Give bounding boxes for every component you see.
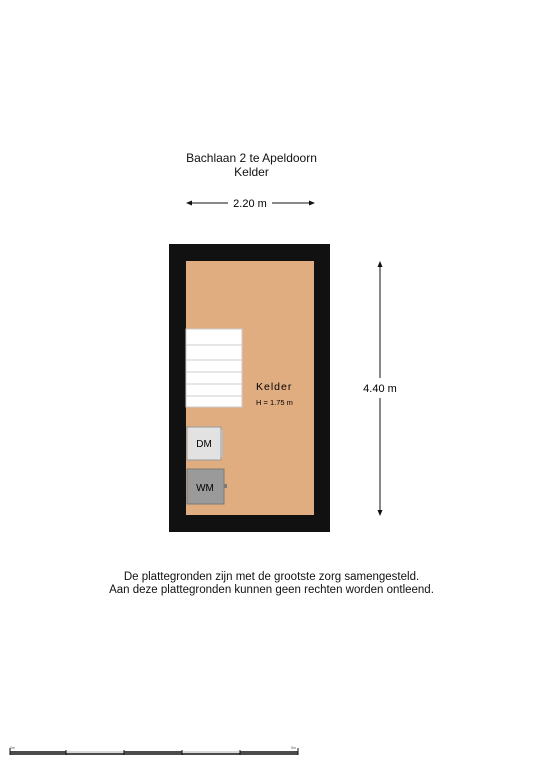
disclaimer-line-1: De plattegronden zijn met de grootste zorg samengesteld. — [123, 571, 420, 583]
room-height-note: H = 1.75 m — [256, 398, 293, 407]
width-dimension — [186, 198, 315, 210]
scale-bar — [10, 746, 298, 755]
scale-end-label: 5m — [291, 746, 296, 750]
arrow-down-icon — [378, 510, 383, 516]
scale-start-label: 0m — [10, 746, 15, 750]
staircase — [186, 329, 242, 407]
disclaimer-line-2: Aan deze plattegronden kunnen geen rechten worden ontleend. — [109, 584, 434, 596]
dryer-label: DM — [196, 439, 212, 450]
room-name: Kelder — [256, 381, 293, 393]
washer-label: WM — [196, 483, 214, 494]
address-title: Bachlaan 2 te Apeldoorn — [186, 151, 317, 165]
floor-title: Kelder — [234, 165, 269, 179]
width-label: 2.20 m — [233, 198, 267, 210]
height-label: 4.40 m — [363, 383, 397, 395]
dryer-appliance — [187, 427, 223, 460]
arrow-left-icon — [186, 201, 192, 206]
arrow-right-icon — [309, 201, 315, 206]
washer-appliance — [187, 469, 227, 504]
height-dimension — [363, 261, 397, 516]
arrow-up-icon — [378, 261, 383, 267]
